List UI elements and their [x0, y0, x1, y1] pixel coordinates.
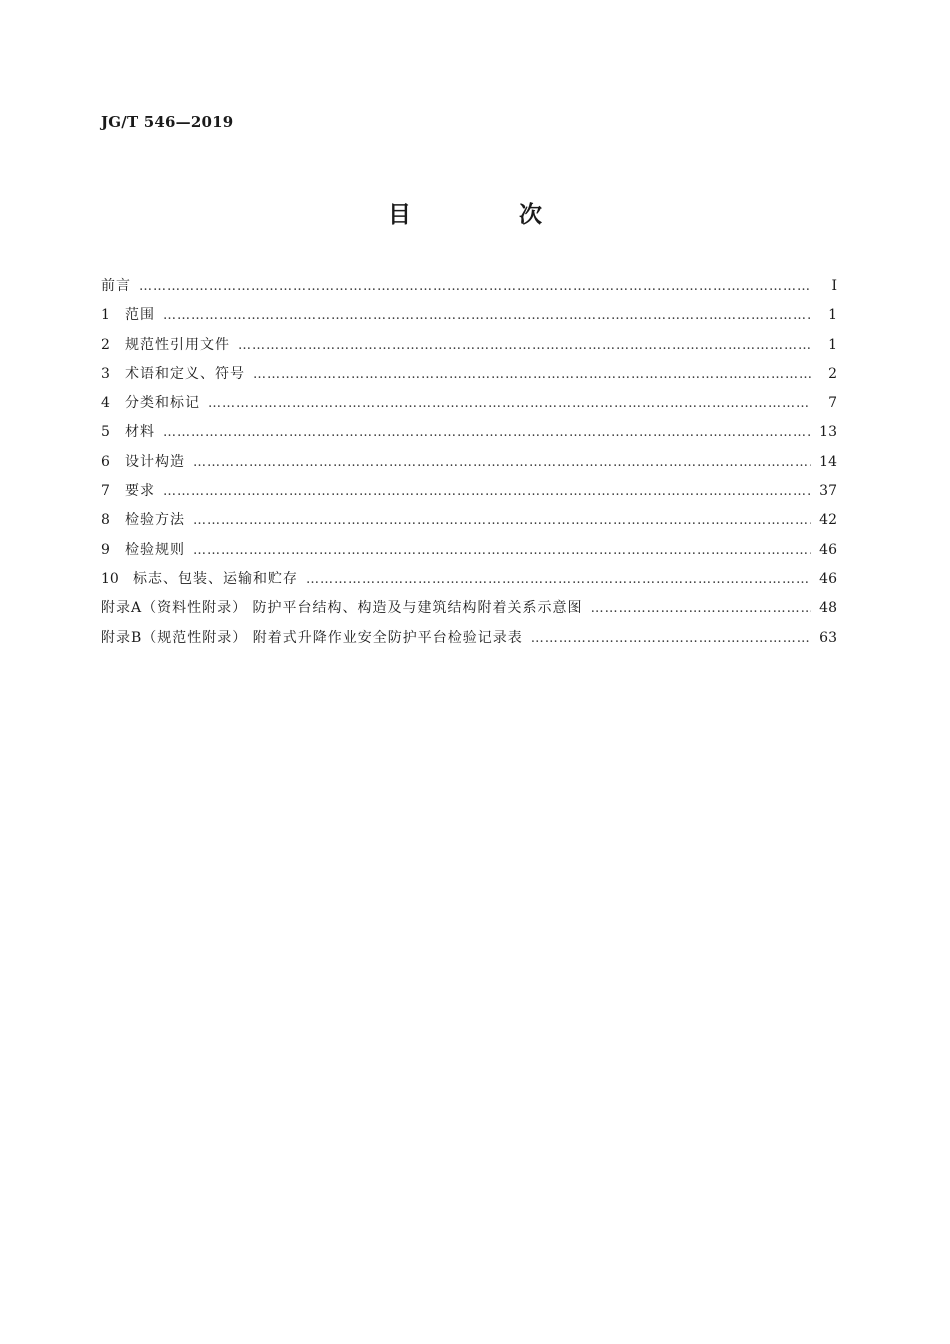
toc-entry-page: 2: [828, 365, 837, 382]
toc-entry-label: 材料: [125, 424, 155, 441]
toc-entry-normative-references[interactable]: [101, 331, 837, 360]
toc-entry-number: 4: [101, 395, 110, 412]
standard-code: JG/T 546—2019: [101, 113, 234, 131]
toc-entry-number: 8: [101, 512, 110, 529]
toc-entry-terms-definitions[interactable]: [101, 360, 837, 389]
toc-leader-dots: [238, 331, 811, 360]
toc-leader-dots: [163, 418, 811, 447]
toc-entry-page: 1: [828, 307, 837, 324]
toc-entry-page: 48: [819, 600, 837, 617]
toc-entry-number: 7: [101, 483, 110, 500]
toc-entry-marking-packaging[interactable]: [101, 565, 837, 594]
toc-entry-number: 9: [101, 541, 110, 558]
toc-entry-foreword[interactable]: [101, 272, 837, 301]
toc-entry-label: 检验规则: [125, 541, 185, 558]
toc-entry-annex-a[interactable]: [101, 594, 837, 623]
toc-entry-page: 14: [819, 453, 837, 470]
toc-entry-label: 规范性引用文件: [125, 336, 230, 353]
toc-entry-test-methods[interactable]: [101, 506, 837, 535]
toc-entry-label: 设计构造: [125, 453, 185, 470]
toc-entry-number: 10: [101, 570, 119, 587]
toc-entry-label: 前言: [101, 278, 131, 294]
toc-entry-page: 37: [819, 483, 837, 500]
toc-entry-number: 6: [101, 453, 110, 470]
toc-title: 目 次: [387, 201, 592, 228]
toc-leader-dots: [531, 624, 811, 653]
toc-entry-label: 要求: [125, 483, 155, 500]
toc-entry-number: 3: [101, 365, 110, 382]
toc-entry-requirements[interactable]: [101, 477, 837, 506]
toc-leader-dots: [163, 477, 811, 506]
toc-leader-dots: [591, 594, 811, 623]
toc-entry-page: 7: [828, 395, 837, 412]
toc-leader-dots: [193, 506, 811, 535]
toc-leader-dots: [253, 360, 811, 389]
toc-entry-number: 2: [101, 336, 110, 353]
toc-leader-dots: [163, 301, 811, 330]
toc-leader-dots: [193, 448, 811, 477]
toc-leader-dots: [306, 565, 811, 594]
toc-entry-page: 1: [828, 336, 837, 353]
toc-entry-materials[interactable]: [101, 418, 837, 447]
toc-leader-dots: [193, 536, 811, 565]
toc-entry-label: 附录A（资料性附录） 防护平台结构、构造及与建筑结构附着关系示意图: [101, 600, 583, 617]
toc-entry-label: 检验方法: [125, 512, 185, 529]
toc-entry-page: 63: [819, 629, 837, 646]
toc-entry-classification[interactable]: [101, 389, 837, 418]
toc-entry-number: 5: [101, 424, 110, 441]
toc-entry-annex-b[interactable]: [101, 624, 837, 653]
toc-entry-number: 1: [101, 307, 110, 324]
toc-entry-label: 范围: [125, 307, 155, 324]
toc-entry-design-construction[interactable]: [101, 448, 837, 477]
toc-leader-dots: [139, 272, 811, 301]
toc-entry-label: 附录B（规范性附录） 附着式升降作业安全防护平台检验记录表: [101, 629, 523, 646]
toc-entry-label: 术语和定义、符号: [125, 365, 245, 382]
toc-leader-dots: [208, 389, 811, 418]
table-of-contents: [101, 272, 837, 653]
toc-entry-label: 分类和标记: [125, 395, 200, 412]
toc-entry-page: 13: [819, 424, 837, 441]
toc-entry-scope[interactable]: [101, 301, 837, 330]
toc-entry-page: 46: [819, 541, 837, 558]
toc-entry-page: 42: [819, 512, 837, 529]
toc-entry-page: Ⅰ: [831, 278, 837, 294]
toc-entry-inspection-rules[interactable]: [101, 536, 837, 565]
toc-entry-page: 46: [819, 570, 837, 587]
toc-entry-label: 标志、包装、运输和贮存: [133, 570, 298, 587]
